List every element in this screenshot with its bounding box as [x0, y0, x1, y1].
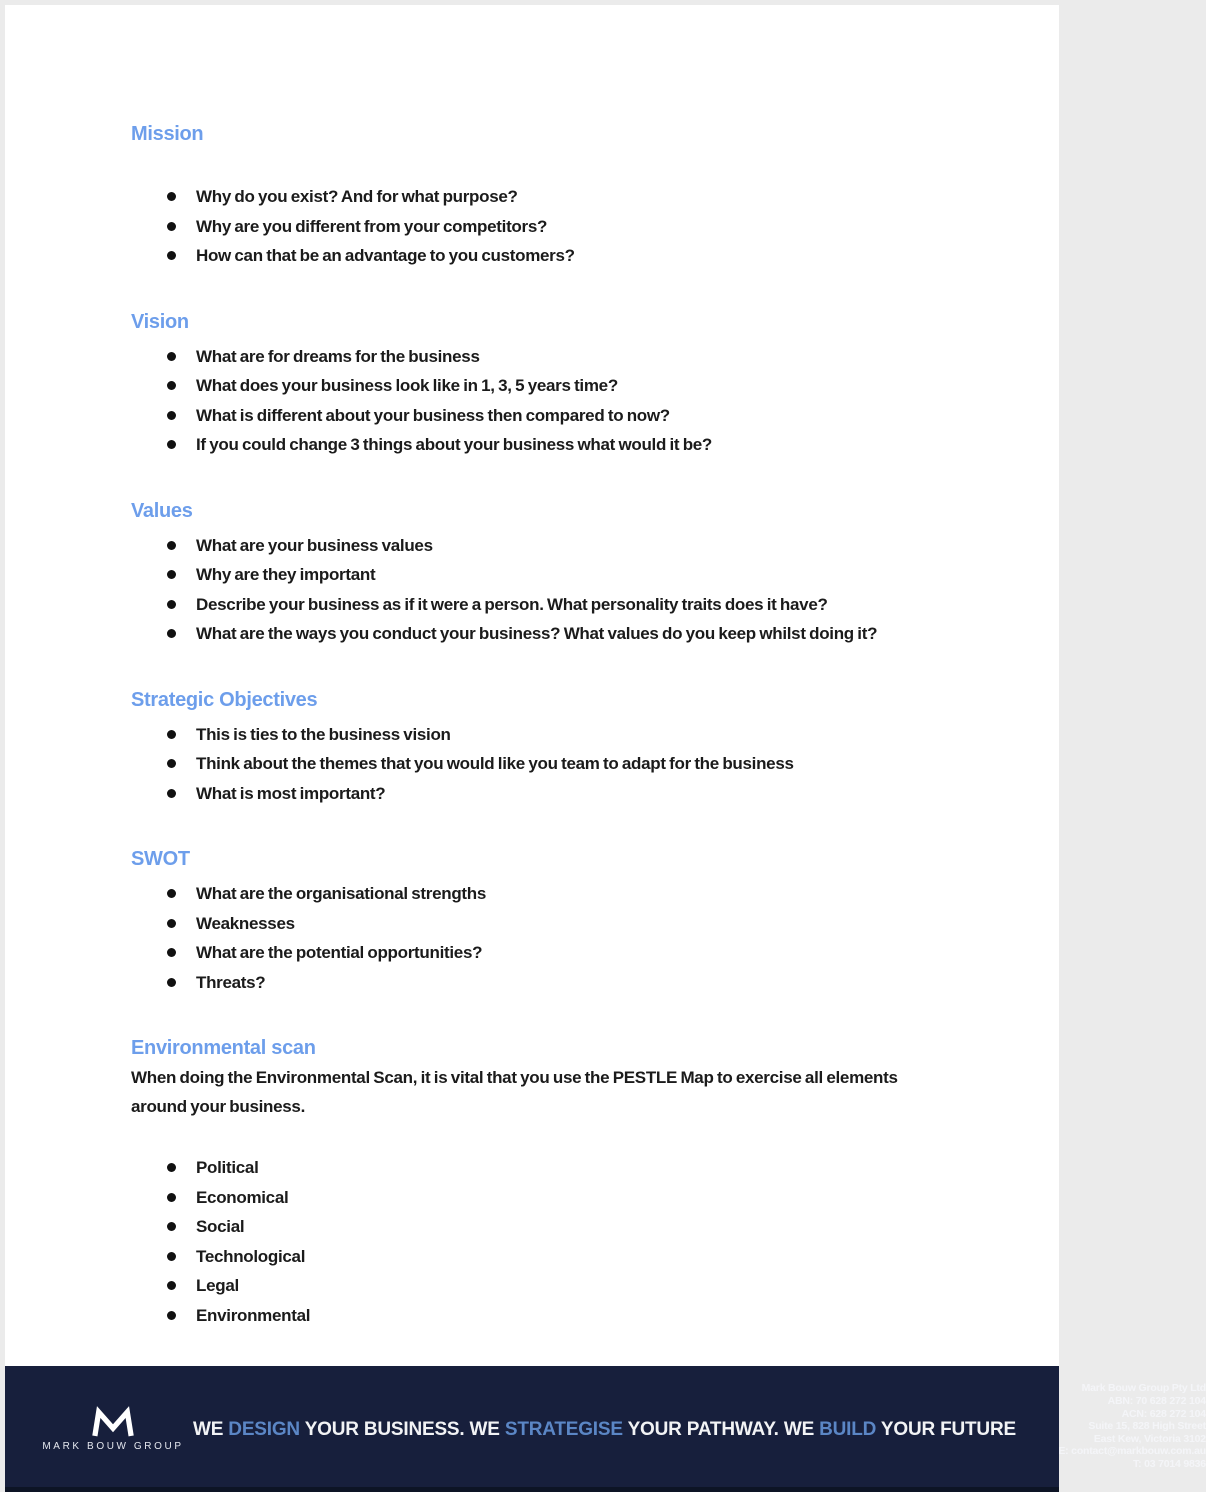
bullet-list: [131, 879, 999, 997]
company-logo: [33, 1402, 193, 1452]
tagline-accent-word: DESIGN: [228, 1418, 300, 1440]
bullet-item: [131, 342, 999, 372]
section-heading: Mission: [131, 123, 204, 145]
bullet-item: [131, 909, 999, 939]
tagline-text: WE: [193, 1418, 229, 1440]
bullet-icon: [167, 1281, 176, 1290]
contact-line: Suite 15, 828 High Street: [1088, 1420, 1206, 1433]
bullet-text: Threats?: [196, 972, 266, 992]
contact-line: T: 03 7014 9836: [1133, 1457, 1206, 1470]
section-vision: [131, 311, 999, 460]
section-mission: [131, 123, 999, 271]
section-swot: [131, 848, 999, 997]
bullet-item: [131, 749, 999, 779]
contact-line: Mark Bouw Group Pty Ltd: [1081, 1382, 1206, 1395]
bullet-icon: [167, 440, 176, 449]
bullet-icon: [167, 600, 176, 609]
bullet-text: Social: [196, 1217, 245, 1236]
page-footer: [5, 1366, 1206, 1492]
bullet-text: Why do you exist? And for what purpose?: [196, 187, 518, 206]
bullet-list: [131, 182, 999, 271]
tagline-text: YOUR FUTURE: [876, 1418, 1016, 1440]
document-content: [5, 5, 1059, 1366]
bullet-text: Weaknesses: [196, 913, 295, 933]
bullet-icon: [167, 222, 176, 231]
bullet-text: How can that be an advantage to you customers?: [196, 246, 575, 265]
section-heading: Environmental scan: [131, 1037, 316, 1059]
section-heading: Strategic Objectives: [131, 688, 318, 711]
bullet-text: Why are they important: [196, 565, 376, 584]
bullet-icon: [167, 1252, 176, 1261]
bullet-item: [131, 1153, 999, 1183]
bullet-icon: [167, 352, 176, 361]
tagline-text: YOUR PATHWAY. WE: [622, 1418, 820, 1440]
bullet-item: [131, 720, 999, 750]
bullet-list: [131, 342, 999, 460]
logo-m-icon: [92, 1410, 134, 1437]
bullet-text: Describe your business as if it were a person. What personality traits does it have?: [196, 594, 828, 614]
bullet-icon: [167, 1311, 176, 1320]
contact-line: E: contact@markbouw.com.au: [1058, 1445, 1206, 1458]
bullet-text: Environmental: [196, 1305, 311, 1325]
bullet-list: [131, 1153, 999, 1330]
bullet-text: Think about the themes that you would like you team to adapt for the business: [196, 754, 794, 773]
bullet-item: [131, 879, 999, 909]
bullet-item: [131, 371, 999, 401]
bullet-icon: [167, 541, 176, 550]
bullet-icon: [167, 570, 176, 579]
bullet-text: If you could change 3 things about your business what would it be?: [196, 435, 713, 454]
contact-line: East Kew, Victoria 3102: [1093, 1432, 1206, 1445]
bullet-icon: [167, 889, 176, 898]
bullet-item: [131, 1301, 999, 1331]
bullet-list: [131, 720, 999, 809]
bullet-item: [131, 212, 999, 242]
tagline-accent-word: BUILD: [819, 1418, 877, 1440]
bullet-text: What are your business values: [196, 535, 433, 555]
bullet-text: This is ties to the business vision: [196, 724, 451, 744]
bullet-icon: [167, 730, 176, 739]
bullet-text: Political: [196, 1158, 259, 1177]
section-environmental-scan: [131, 1037, 999, 1330]
section-heading: Values: [131, 499, 193, 522]
bullet-item: [131, 560, 999, 590]
bullet-text: Economical: [196, 1187, 289, 1207]
section-heading: Vision: [131, 310, 189, 333]
bullet-item: [131, 241, 999, 271]
tagline-accent-word: STRATEGISE: [504, 1418, 623, 1440]
bullet-icon: [167, 978, 176, 987]
bullet-text: What are the organisational strengths: [196, 884, 487, 903]
bullet-text: What is different about your business then compared to now?: [196, 405, 670, 425]
contact-line: ACN: 628 272 104: [1121, 1407, 1206, 1420]
bullet-item: [131, 619, 999, 649]
bullet-item: [131, 938, 999, 968]
section-heading: SWOT: [131, 848, 190, 870]
bullet-item: [131, 1271, 999, 1301]
section-strategic-objectives: [131, 689, 999, 809]
bullet-item: [131, 401, 999, 431]
bullet-text: What are for dreams for the business: [196, 346, 480, 366]
bullet-text: What does your business look like in 1, 3, 5 years time?: [196, 376, 618, 395]
bullet-text: What are the ways you conduct your business? What values do you keep whilst doing it?: [196, 624, 878, 643]
document-page: [5, 5, 1206, 1492]
section-paragraph: When doing the Environmental Scan, it is vital that you use the PESTLE Map to exercise all elements around your business.: [131, 1068, 898, 1116]
footer-tagline: [193, 1413, 1016, 1441]
bullet-icon: [167, 251, 176, 260]
bullet-icon: [167, 192, 176, 201]
bullet-item: [131, 968, 999, 998]
tagline-text: YOUR BUSINESS. WE: [299, 1418, 505, 1440]
logo-wordmark: MARK BOUW GROUP: [42, 1440, 184, 1452]
bullet-icon: [167, 411, 176, 420]
bullet-icon: [167, 629, 176, 638]
bullet-text: Why are you different from your competitors?: [196, 216, 548, 236]
bullet-icon: [167, 789, 176, 798]
bullet-text: What is most important?: [196, 783, 386, 803]
bullet-icon: [167, 919, 176, 928]
bullet-item: [131, 779, 999, 809]
bullet-item: [131, 1242, 999, 1272]
bullet-item: [131, 531, 999, 561]
bullet-item: [131, 430, 999, 460]
footer-contact: [1016, 1382, 1206, 1470]
bullet-item: [131, 1212, 999, 1242]
bullet-icon: [167, 381, 176, 390]
bullet-text: Legal: [196, 1276, 239, 1295]
bullet-text: Technological: [196, 1246, 306, 1266]
bullet-icon: [167, 1193, 176, 1202]
bullet-list: [131, 531, 999, 649]
bullet-icon: [167, 1163, 176, 1172]
bullet-text: What are the potential opportunities?: [196, 943, 483, 962]
bullet-item: [131, 1183, 999, 1213]
bullet-item: [131, 182, 999, 212]
bullet-item: [131, 590, 999, 620]
bullet-icon: [167, 948, 176, 957]
section-values: [131, 500, 999, 649]
contact-line: ABN: 70 628 272 104: [1107, 1395, 1206, 1408]
bullet-icon: [167, 1222, 176, 1231]
bullet-icon: [167, 759, 176, 768]
